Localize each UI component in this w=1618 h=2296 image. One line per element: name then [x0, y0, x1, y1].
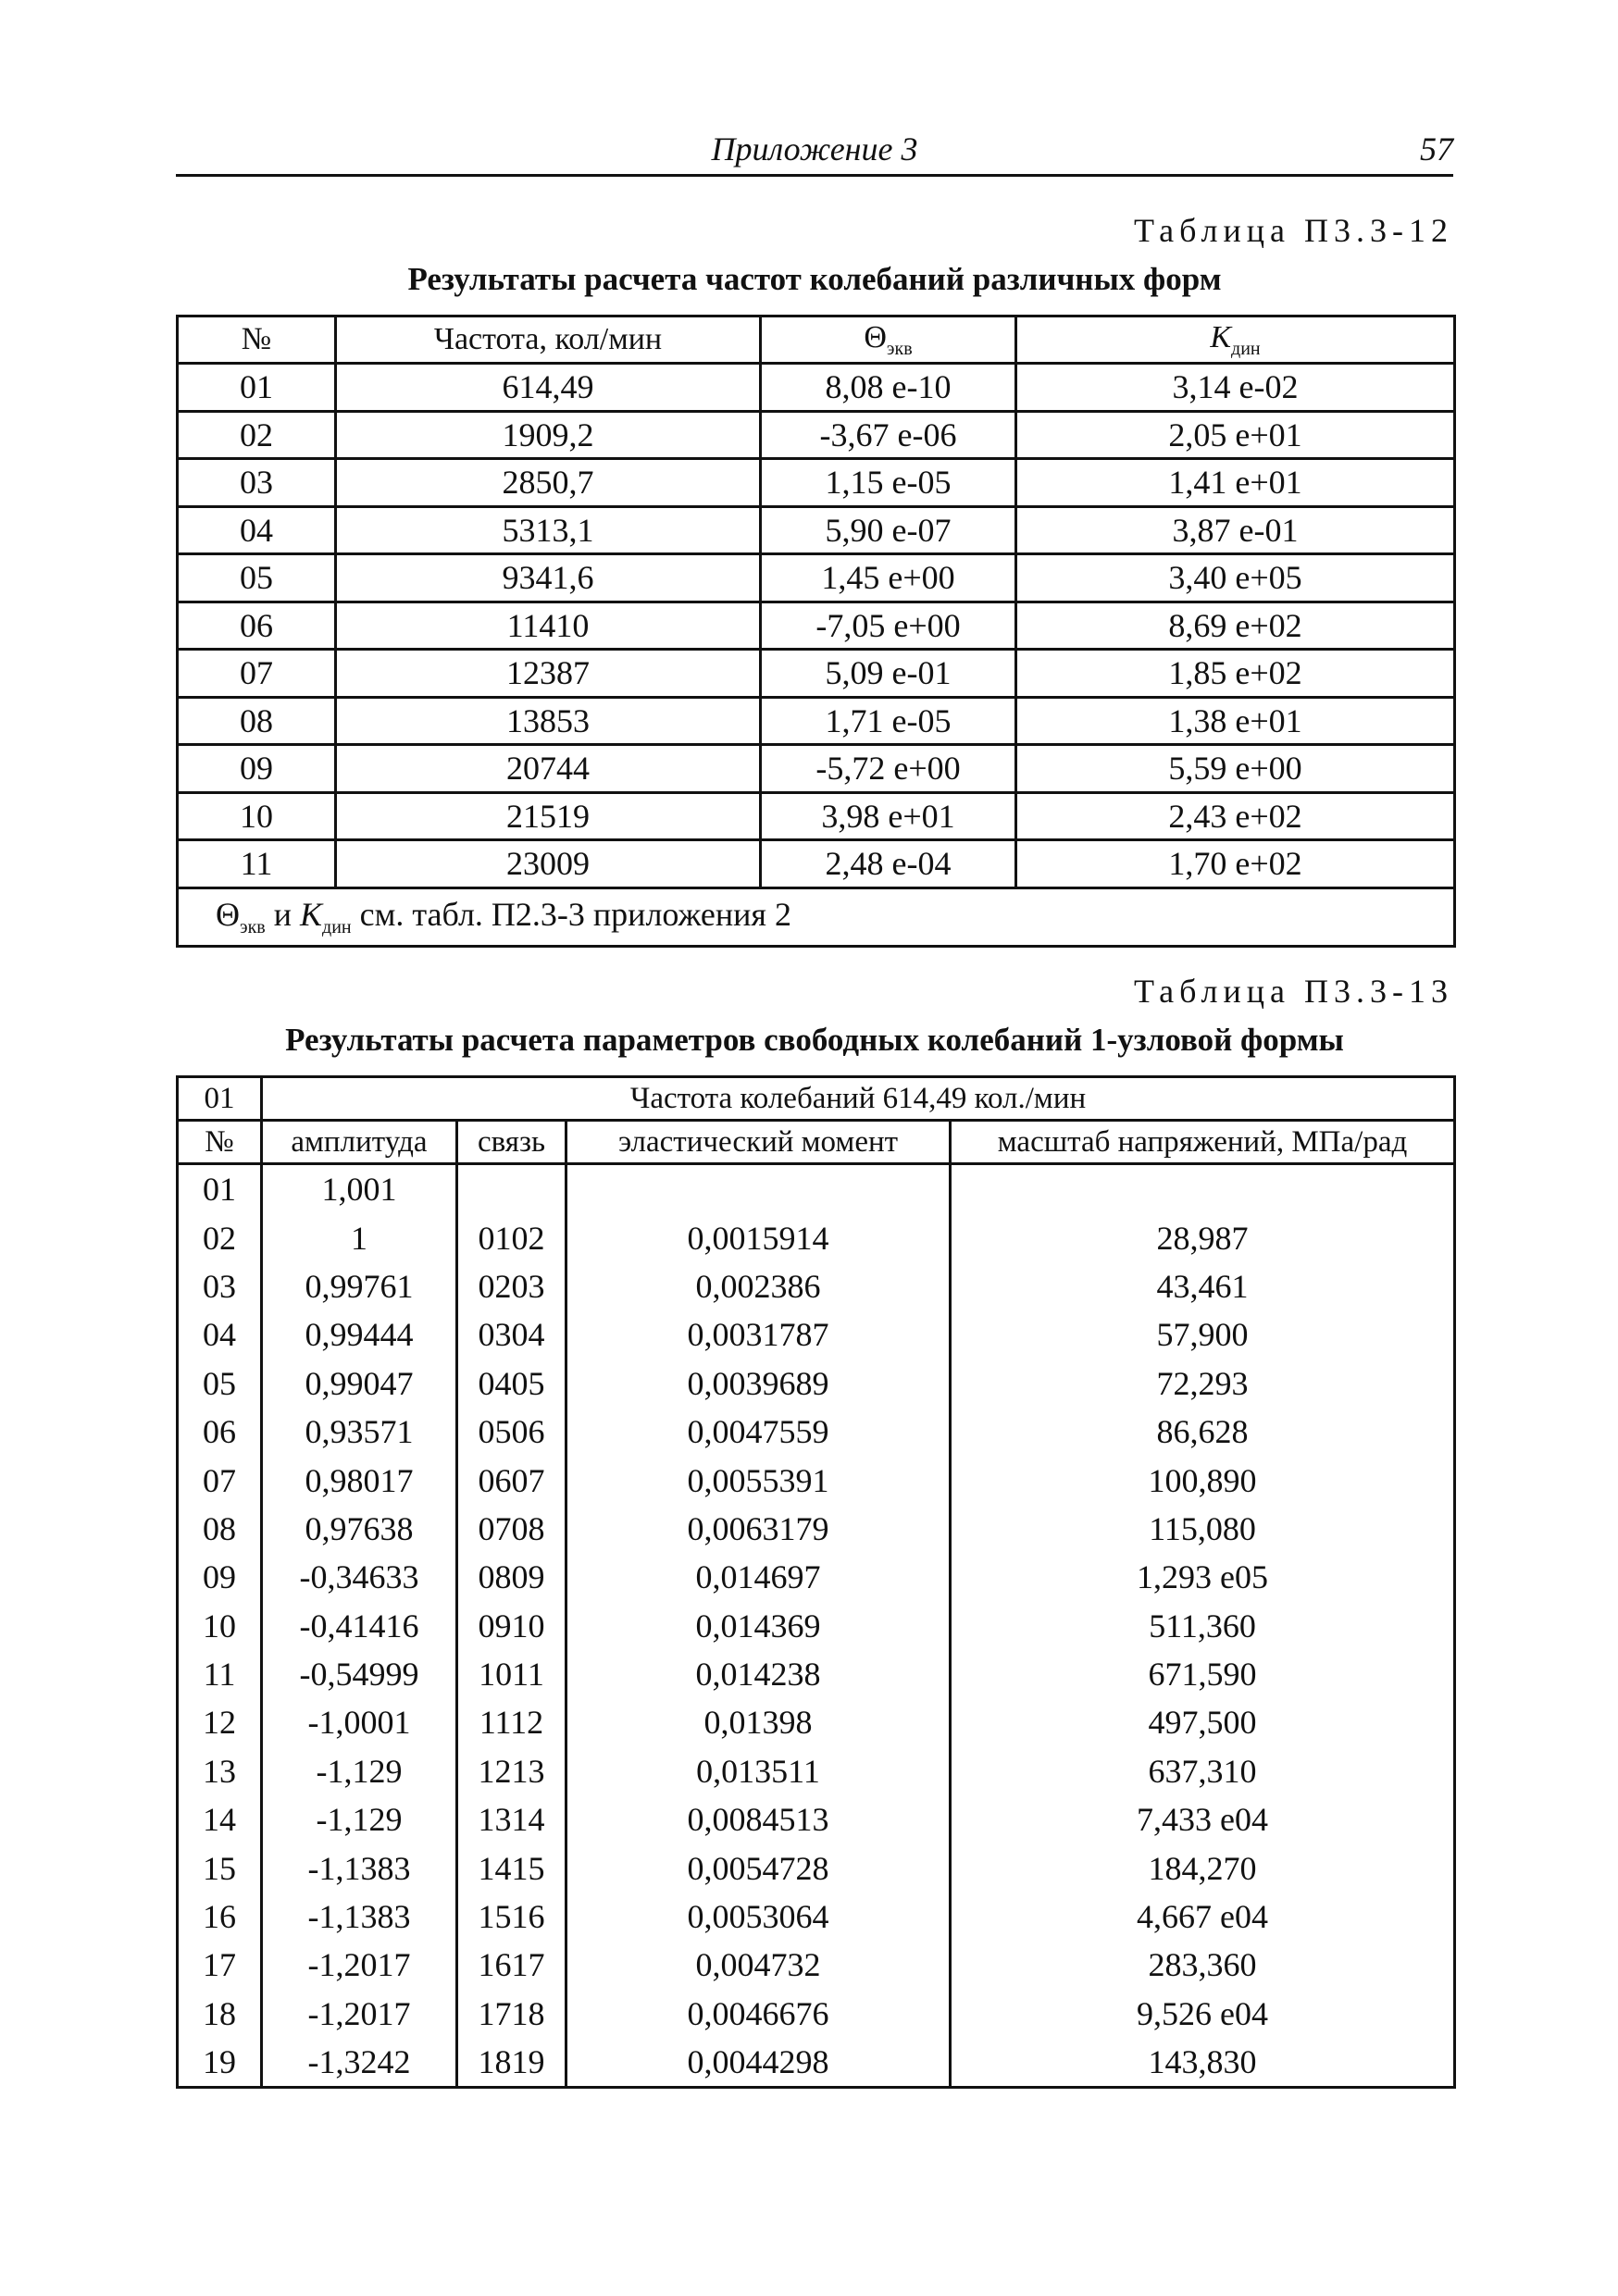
table-row — [178, 1359, 1455, 1408]
note-k: K — [300, 895, 323, 933]
column-header-amplitude: амплитуда — [262, 1121, 457, 1164]
stress-scale-value — [951, 1164, 1455, 1214]
stress-scale-value: 283,360 — [951, 1941, 1455, 1989]
table-row — [178, 650, 1455, 698]
table-row — [178, 1747, 1455, 1795]
theta-subscript: экв — [886, 338, 913, 359]
k-value: 3,14 е-02 — [1016, 364, 1455, 412]
table-row — [178, 1310, 1455, 1359]
column-header-stress-scale: масштаб напряжений, МПа/рад — [951, 1121, 1455, 1164]
row-number: 16 — [178, 1893, 262, 1941]
row-number: 06 — [178, 1408, 262, 1456]
k-value: 8,69 е+02 — [1016, 602, 1455, 650]
stress-scale-value: 4,667 е04 — [951, 1893, 1455, 1941]
table-row — [178, 1505, 1455, 1553]
note-k-subscript: дин — [322, 916, 352, 937]
link-value: 1415 — [457, 1843, 566, 1892]
table-row — [178, 697, 1455, 745]
table-header-row — [178, 1121, 1455, 1164]
amplitude-value: 0,98017 — [262, 1456, 457, 1504]
table-row — [178, 459, 1455, 507]
row-number: 08 — [178, 697, 336, 745]
table-row — [178, 1262, 1455, 1310]
row-number: 09 — [178, 745, 336, 793]
stress-scale-value: 57,900 — [951, 1310, 1455, 1359]
row-number: 04 — [178, 506, 336, 554]
column-header-theta — [761, 316, 1016, 364]
column-header-elastic-moment: эластический момент — [566, 1121, 951, 1164]
table-row — [178, 411, 1455, 459]
link-value: 0708 — [457, 1505, 566, 1553]
theta-value: 1,15 е-05 — [761, 459, 1016, 507]
stress-scale-value: 43,461 — [951, 1262, 1455, 1310]
row-number: 03 — [178, 1262, 262, 1310]
k-value: 1,38 е+01 — [1016, 697, 1455, 745]
link-value: 1112 — [457, 1698, 566, 1746]
row-number: 03 — [178, 459, 336, 507]
elastic-moment-value: 0,014697 — [566, 1553, 951, 1601]
link-value: 1819 — [457, 2038, 566, 2088]
row-number: 07 — [178, 650, 336, 698]
row-number: 09 — [178, 1553, 262, 1601]
row-number: 14 — [178, 1795, 262, 1843]
stress-scale-value: 115,080 — [951, 1505, 1455, 1553]
amplitude-value: -1,129 — [262, 1795, 457, 1843]
link-value: 0304 — [457, 1310, 566, 1359]
elastic-moment-value: 0,002386 — [566, 1262, 951, 1310]
amplitude-value: 1,001 — [262, 1164, 457, 1214]
link-value: 0910 — [457, 1602, 566, 1650]
amplitude-value: -1,1383 — [262, 1893, 457, 1941]
elastic-moment-value: 0,014369 — [566, 1602, 951, 1650]
table-row — [178, 1553, 1455, 1601]
frequency-value: 9341,6 — [336, 554, 761, 602]
amplitude-value: 0,99444 — [262, 1310, 457, 1359]
table-row — [178, 1602, 1455, 1650]
table-header-row — [178, 316, 1455, 364]
frequency-value: 1909,2 — [336, 411, 761, 459]
amplitude-value: 0,99761 — [262, 1262, 457, 1310]
link-value: 1011 — [457, 1650, 566, 1698]
amplitude-value: -1,2017 — [262, 1990, 457, 2038]
table-row — [178, 1893, 1455, 1941]
elastic-moment-value: 0,0046676 — [566, 1990, 951, 2038]
k-value: 1,41 е+01 — [1016, 459, 1455, 507]
amplitude-value: -1,1383 — [262, 1843, 457, 1892]
running-title: Приложение 3 — [711, 130, 918, 168]
table-13-label: Таблица П3.3-13 — [1134, 973, 1453, 1010]
amplitude-value: -1,3242 — [262, 2038, 457, 2088]
link-value: 1617 — [457, 1941, 566, 1989]
column-header-k — [1016, 316, 1455, 364]
stress-scale-value: 9,526 е04 — [951, 1990, 1455, 2038]
table-13-title: Результаты расчета параметров свободных колебаний 1-узловой формы — [285, 1022, 1344, 1058]
elastic-moment-value: 0,0031787 — [566, 1310, 951, 1359]
stress-scale-value: 86,628 — [951, 1408, 1455, 1456]
theta-value: -5,72 е+00 — [761, 745, 1016, 793]
column-header-number: № — [178, 1121, 262, 1164]
elastic-moment-value: 0,01398 — [566, 1698, 951, 1746]
link-value: 1718 — [457, 1990, 566, 2038]
k-subscript: дин — [1231, 338, 1261, 359]
table-note — [178, 887, 1455, 946]
table-row — [178, 1408, 1455, 1456]
amplitude-value: -0,54999 — [262, 1650, 457, 1698]
theta-value: 5,09 е-01 — [761, 650, 1016, 698]
row-number: 04 — [178, 1310, 262, 1359]
k-value: 2,43 е+02 — [1016, 792, 1455, 840]
amplitude-value: -1,0001 — [262, 1698, 457, 1746]
k-symbol: K — [1210, 319, 1232, 354]
row-number: 13 — [178, 1747, 262, 1795]
amplitude-value: 0,97638 — [262, 1505, 457, 1553]
k-value: 3,87 е-01 — [1016, 506, 1455, 554]
k-value: 5,59 е+00 — [1016, 745, 1455, 793]
row-number: 02 — [178, 411, 336, 459]
note-text: см. табл. П2.3-3 приложения 2 — [351, 895, 791, 933]
stress-scale-value: 143,830 — [951, 2038, 1455, 2088]
table-row — [178, 1213, 1455, 1261]
table-12-label: Таблица П3.3-12 — [1134, 212, 1453, 249]
table-row — [178, 2038, 1455, 2088]
table-row — [178, 1843, 1455, 1892]
theta-value: -3,67 е-06 — [761, 411, 1016, 459]
elastic-moment-value: 0,0084513 — [566, 1795, 951, 1843]
row-number: 18 — [178, 1990, 262, 2038]
row-number: 12 — [178, 1698, 262, 1746]
amplitude-value: -1,2017 — [262, 1941, 457, 1989]
frequency-value: 12387 — [336, 650, 761, 698]
elastic-moment-value: 0,0044298 — [566, 2038, 951, 2088]
column-header-link: связь — [457, 1121, 566, 1164]
row-number: 08 — [178, 1505, 262, 1553]
table-row — [178, 1456, 1455, 1504]
row-number: 11 — [178, 1650, 262, 1698]
table-row — [178, 840, 1455, 888]
elastic-moment-value: 0,0015914 — [566, 1213, 951, 1261]
link-value: 1213 — [457, 1747, 566, 1795]
frequency-value: 614,49 — [336, 364, 761, 412]
note-theta: Θ — [216, 895, 240, 933]
column-header-number: № — [178, 316, 336, 364]
table-row — [178, 364, 1455, 412]
table-row — [178, 1698, 1455, 1746]
row-number: 01 — [178, 364, 336, 412]
table-row — [178, 1941, 1455, 1989]
theta-value: -7,05 е+00 — [761, 602, 1016, 650]
row-number: 10 — [178, 792, 336, 840]
amplitude-value: -0,34633 — [262, 1553, 457, 1601]
link-value: 0203 — [457, 1262, 566, 1310]
table-row — [178, 792, 1455, 840]
stress-scale-value: 511,360 — [951, 1602, 1455, 1650]
row-number: 01 — [178, 1164, 262, 1214]
link-value: 1516 — [457, 1893, 566, 1941]
frequency-value: 2850,7 — [336, 459, 761, 507]
link-value — [457, 1164, 566, 1214]
stress-scale-value: 184,270 — [951, 1843, 1455, 1892]
k-value: 3,40 е+05 — [1016, 554, 1455, 602]
amplitude-value: 0,93571 — [262, 1408, 457, 1456]
stress-scale-value: 72,293 — [951, 1359, 1455, 1408]
row-number: 06 — [178, 602, 336, 650]
table-row — [178, 1795, 1455, 1843]
amplitude-value: 1 — [262, 1213, 457, 1261]
frequency-value: 11410 — [336, 602, 761, 650]
k-value: 2,05 е+01 — [1016, 411, 1455, 459]
note-theta-subscript: экв — [240, 916, 266, 937]
row-number: 15 — [178, 1843, 262, 1892]
frequency-value: 23009 — [336, 840, 761, 888]
stress-scale-value: 7,433 е04 — [951, 1795, 1455, 1843]
theta-value: 1,45 е+00 — [761, 554, 1016, 602]
form-number: 01 — [178, 1077, 262, 1121]
row-number: 05 — [178, 554, 336, 602]
row-number: 17 — [178, 1941, 262, 1989]
amplitude-value: -1,129 — [262, 1747, 457, 1795]
elastic-moment-value: 0,0039689 — [566, 1359, 951, 1408]
row-number: 05 — [178, 1359, 262, 1408]
frequency-caption-row — [178, 1077, 1455, 1121]
row-number: 10 — [178, 1602, 262, 1650]
row-number: 02 — [178, 1213, 262, 1261]
frequency-value: 20744 — [336, 745, 761, 793]
theta-value: 5,90 е-07 — [761, 506, 1016, 554]
table-12-title: Результаты расчета частот колебаний различных форм — [407, 261, 1222, 297]
theta-value: 1,71 е-05 — [761, 697, 1016, 745]
column-header-frequency: Частота, кол/мин — [336, 316, 761, 364]
table-row — [178, 745, 1455, 793]
stress-scale-value: 28,987 — [951, 1213, 1455, 1261]
elastic-moment-value: 0,014238 — [566, 1650, 951, 1698]
table-row — [178, 554, 1455, 602]
link-value: 0607 — [457, 1456, 566, 1504]
theta-value: 8,08 е-10 — [761, 364, 1016, 412]
elastic-moment-value: 0,0063179 — [566, 1505, 951, 1553]
elastic-moment-value: 0,0047559 — [566, 1408, 951, 1456]
stress-scale-value: 100,890 — [951, 1456, 1455, 1504]
free-oscillation-table — [176, 1075, 1456, 2089]
table-row — [178, 1990, 1455, 2038]
link-value: 0506 — [457, 1408, 566, 1456]
theta-value: 2,48 е-04 — [761, 840, 1016, 888]
note-and: и — [265, 895, 301, 933]
frequency-caption: Частота колебаний 614,49 кол./мин — [262, 1077, 1455, 1121]
frequency-table — [176, 315, 1456, 948]
stress-scale-value: 1,293 е05 — [951, 1553, 1455, 1601]
table-note-row — [178, 887, 1455, 946]
stress-scale-value: 671,590 — [951, 1650, 1455, 1698]
frequency-value: 21519 — [336, 792, 761, 840]
table-row — [178, 1650, 1455, 1698]
elastic-moment-value: 0,004732 — [566, 1941, 951, 1989]
row-number: 19 — [178, 2038, 262, 2088]
amplitude-value: 0,99047 — [262, 1359, 457, 1408]
link-value: 1314 — [457, 1795, 566, 1843]
elastic-moment-value: 0,0053064 — [566, 1893, 951, 1941]
k-value: 1,70 е+02 — [1016, 840, 1455, 888]
page-number: 57 — [1420, 130, 1453, 168]
frequency-value: 13853 — [336, 697, 761, 745]
link-value: 0405 — [457, 1359, 566, 1408]
k-value: 1,85 е+02 — [1016, 650, 1455, 698]
link-value: 0809 — [457, 1553, 566, 1601]
elastic-moment-value: 0,013511 — [566, 1747, 951, 1795]
table-row — [178, 602, 1455, 650]
stress-scale-value: 497,500 — [951, 1698, 1455, 1746]
row-number: 07 — [178, 1456, 262, 1504]
amplitude-value: -0,41416 — [262, 1602, 457, 1650]
elastic-moment-value — [566, 1164, 951, 1214]
theta-value: 3,98 е+01 — [761, 792, 1016, 840]
row-number: 11 — [178, 840, 336, 888]
theta-symbol: Θ — [864, 319, 887, 354]
stress-scale-value: 637,310 — [951, 1747, 1455, 1795]
running-header — [176, 130, 1453, 177]
frequency-value: 5313,1 — [336, 506, 761, 554]
link-value: 0102 — [457, 1213, 566, 1261]
table-row — [178, 1164, 1455, 1214]
elastic-moment-value: 0,0055391 — [566, 1456, 951, 1504]
elastic-moment-value: 0,0054728 — [566, 1843, 951, 1892]
table-row — [178, 506, 1455, 554]
